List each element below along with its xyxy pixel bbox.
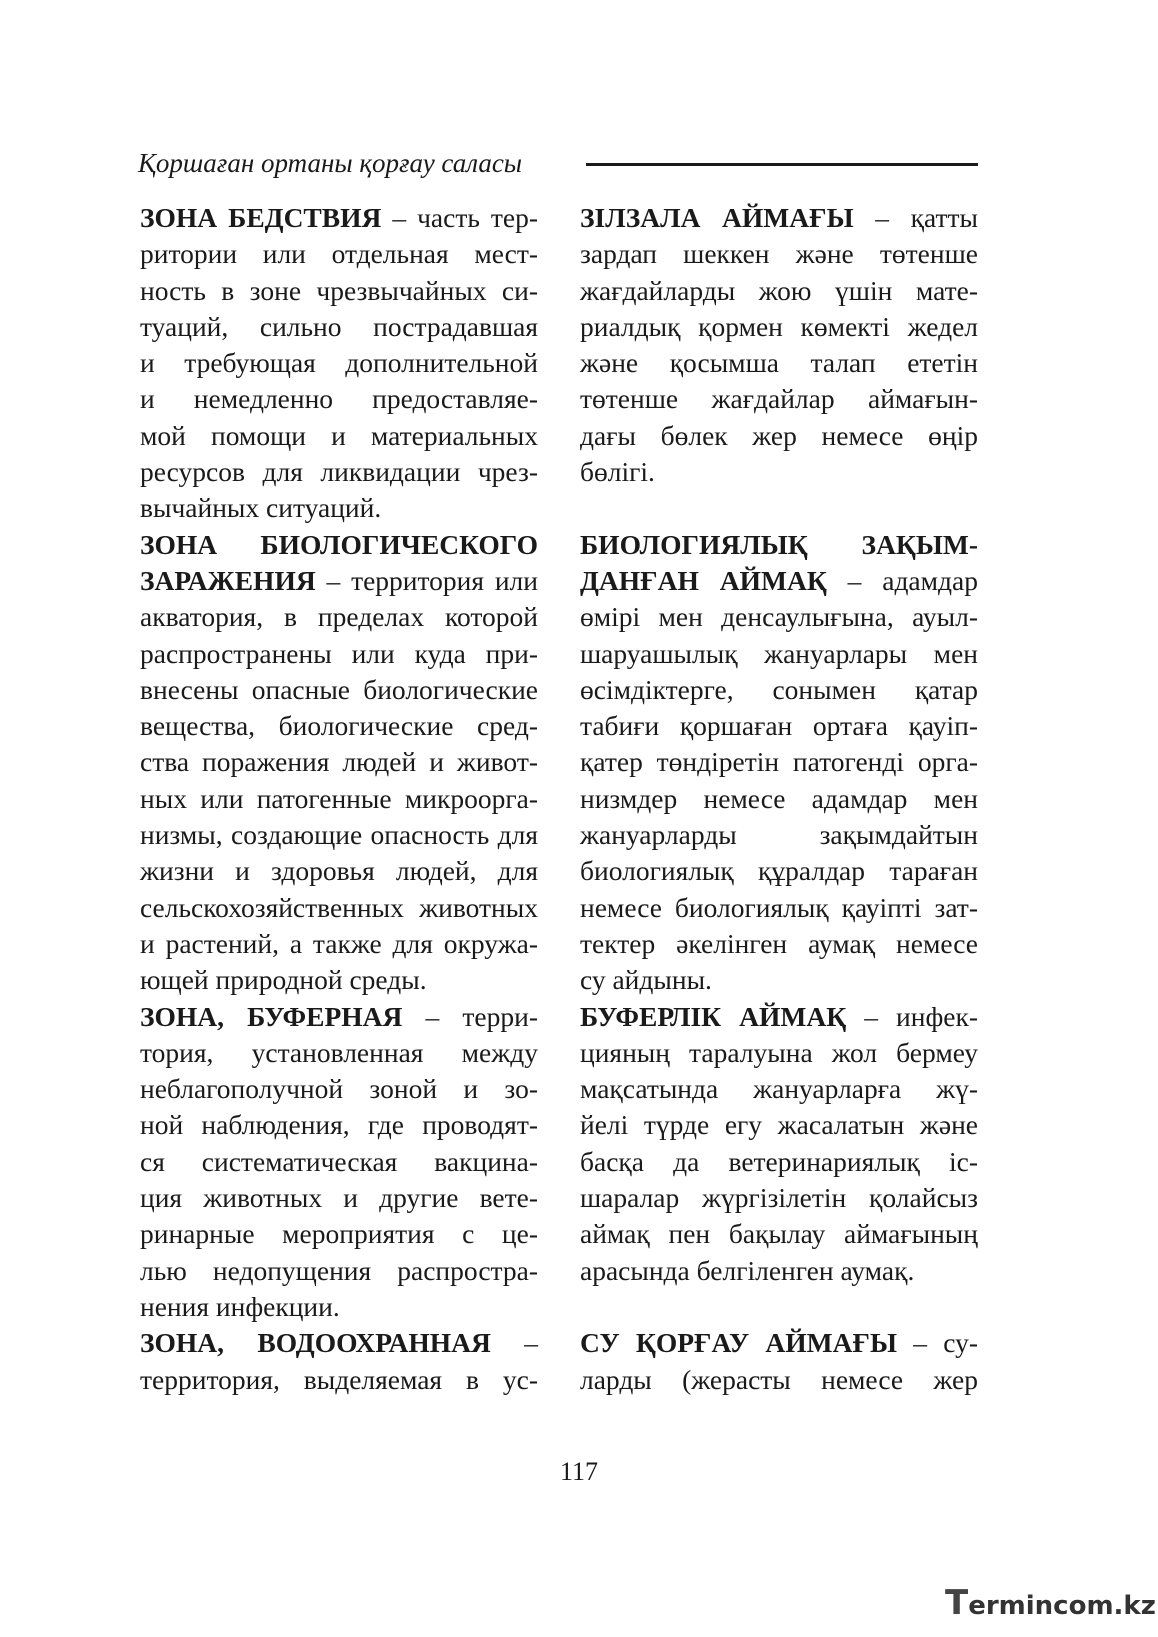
definition-line: лью недопущения распростра- [140, 1254, 538, 1286]
definition-line: низмдер немесе адамдар мен [580, 782, 978, 814]
entry-zona-biologicheskogo-zarazheniya [140, 527, 538, 999]
definition-line: – территория или [315, 564, 538, 596]
definition-line: ной наблюдения, где проводят- [140, 1109, 538, 1141]
definition-line: дағы бөлек жер немесе өңір [580, 419, 978, 451]
entry-zona-bedstviya [140, 200, 538, 527]
definition-line: нения инфекции. [140, 1290, 340, 1322]
definition-line: табиғи қоршаған ортаға қауіп- [580, 710, 978, 742]
definition-line: тория, установленная между [140, 1036, 538, 1068]
definition-line: – терри- [402, 1000, 538, 1032]
definition-line: внесены опасные биологические [140, 673, 538, 705]
entry-buferlik-aimak [580, 999, 978, 1289]
definition-line: өсімдіктерге, сонымен қатар [580, 673, 978, 705]
entry-zona-vodoohrannaya [140, 1325, 538, 1398]
entry-su-korgau-aimagy [580, 1325, 978, 1398]
definition-line: – [490, 1327, 538, 1359]
definition-line: жағдайларды жою үшін мате- [580, 274, 978, 306]
paragraph-gap [580, 490, 978, 526]
definition-line: қатер төндіретін патогенді орга- [580, 746, 978, 778]
definition-line: жануарларды зақымдайтын [580, 819, 978, 851]
term-zona-bufernaya: ЗОНА, БУФЕРНАЯ [140, 1000, 403, 1032]
term-line: БИОЛОГИЯЛЫҚ ЗАҚЫМ- [580, 528, 978, 560]
definition-line: ющей природной среды. [140, 964, 427, 996]
paragraph-gap [580, 1289, 978, 1325]
definition-line: цияның таралуына жол бермеу [580, 1036, 978, 1068]
running-header [138, 143, 978, 183]
definition-line: территория, выделяемая в ус- [140, 1363, 538, 1395]
definition-line: мой помощи и материальных [140, 419, 538, 451]
definition-line: акватория, в пределах которой [140, 601, 538, 633]
header-title: Қоршаған ортаны қорғау саласы [138, 148, 523, 178]
definition-line: туаций, сильно пострадавшая [140, 310, 538, 342]
page-number: 117 [559, 1457, 599, 1486]
definition-line: басқа да ветеринариялық іс- [580, 1145, 978, 1177]
term-zona-bedstviya: ЗОНА БЕДСТВИЯ [140, 202, 382, 233]
definition-line: және қосымша талап ететін [580, 347, 978, 379]
entry-zilzala-aimagy [580, 200, 978, 490]
watermark-first-letter: T [945, 1583, 969, 1623]
definition-line: ность в зоне чрезвычайных си- [140, 274, 538, 306]
entry-zona-bufernaya [140, 999, 538, 1326]
definition-line: арасында белгіленген аумақ. [580, 1254, 915, 1286]
definition-line: зардап шеккен және төтенше [580, 238, 978, 270]
definition-line: – часть тер- [381, 202, 538, 233]
termincom-watermark [945, 1583, 1156, 1623]
definition-line: төтенше жағдайлар аймағын- [580, 383, 978, 415]
definition-line: ся систематическая вакцина- [140, 1145, 538, 1177]
definition-line: распространены или куда при- [140, 637, 538, 669]
definition-line: неблагополучной зоной и зо- [140, 1073, 538, 1105]
term-line: ДАНҒАН АЙМАҚ [580, 564, 827, 596]
definition-line: аймақ пен бақылау аймағының [580, 1218, 978, 1250]
definition-line: ринарные мероприятия с це- [140, 1218, 538, 1250]
definition-line: тектер әкелінген аумақ немесе [580, 927, 978, 959]
term-line: ЗОНА БИОЛОГИЧЕСКОГО [140, 528, 538, 560]
definition-line: биологиялық құралдар тараған [580, 855, 978, 887]
definition-line: бөлігі. [580, 456, 655, 488]
entry-biologiyalyk-zakymdangan-aimak [580, 527, 978, 999]
definition-line: риалдық қормен көмекті жедел [580, 310, 978, 342]
definition-line: сельскохозяйственных животных [140, 891, 538, 923]
definition-line: ларды (жерасты немесе жер [580, 1363, 978, 1395]
right-column [580, 200, 978, 1398]
definition-line: су айдыны. [580, 964, 712, 996]
term-buferlik-aimak: БУФЕРЛІК АЙМАҚ [580, 1000, 847, 1032]
definition-line: жизни и здоровья людей, для [140, 855, 538, 887]
header-rule [586, 163, 978, 166]
definition-line: мақсатында жануарларға жү- [580, 1073, 978, 1105]
definition-line: шаралар жүргізілетін қолайсыз [580, 1182, 978, 1214]
term-zona-vodoohrannaya: ЗОНА, ВОДООХРАННАЯ [140, 1327, 491, 1359]
definition-line: низмы, создающие опасность для [140, 819, 538, 851]
definition-line: шаруашылық жануарлары мен [580, 637, 978, 669]
term-line: ЗАРАЖЕНИЯ [140, 564, 316, 596]
definition-line: ных или патогенные микроорга- [140, 782, 538, 814]
left-column [140, 200, 538, 1398]
definition-line: ства поражения людей и живот- [140, 746, 538, 778]
definition-line: – қатты [853, 202, 978, 233]
watermark-text: ermincom.kz [968, 1591, 1156, 1621]
definition-line: йелі түрде егу жасалатын және [580, 1109, 978, 1141]
definition-line: ресурсов для ликвидации чрез- [140, 456, 538, 488]
definition-line: – адамдар [826, 564, 978, 596]
definition-line: ция животных и другие вете- [140, 1182, 538, 1214]
definition-line: вычайных ситуаций. [140, 492, 382, 524]
definition-line: и требующая дополнительной [140, 347, 538, 379]
definition-line: немесе биологиялық қауіпті зат- [580, 891, 978, 923]
definition-line: и растений, а также для окружа- [140, 927, 538, 959]
definition-line: вещества, биологические сред- [140, 710, 538, 742]
definition-line: ритории или отдельная мест- [140, 238, 538, 270]
definition-line: и немедленно предоставляе- [140, 383, 538, 415]
definition-line: – инфек- [846, 1000, 978, 1032]
term-zilzala-aimagy: ЗІЛЗАЛА АЙМАҒЫ [580, 202, 854, 233]
term-su-korgau-aimagy: СУ ҚОРҒАУ АЙМАҒЫ [580, 1327, 897, 1359]
definition-line: өмірі мен денсаулығына, ауыл- [580, 601, 978, 633]
definition-line: – су- [897, 1327, 978, 1359]
